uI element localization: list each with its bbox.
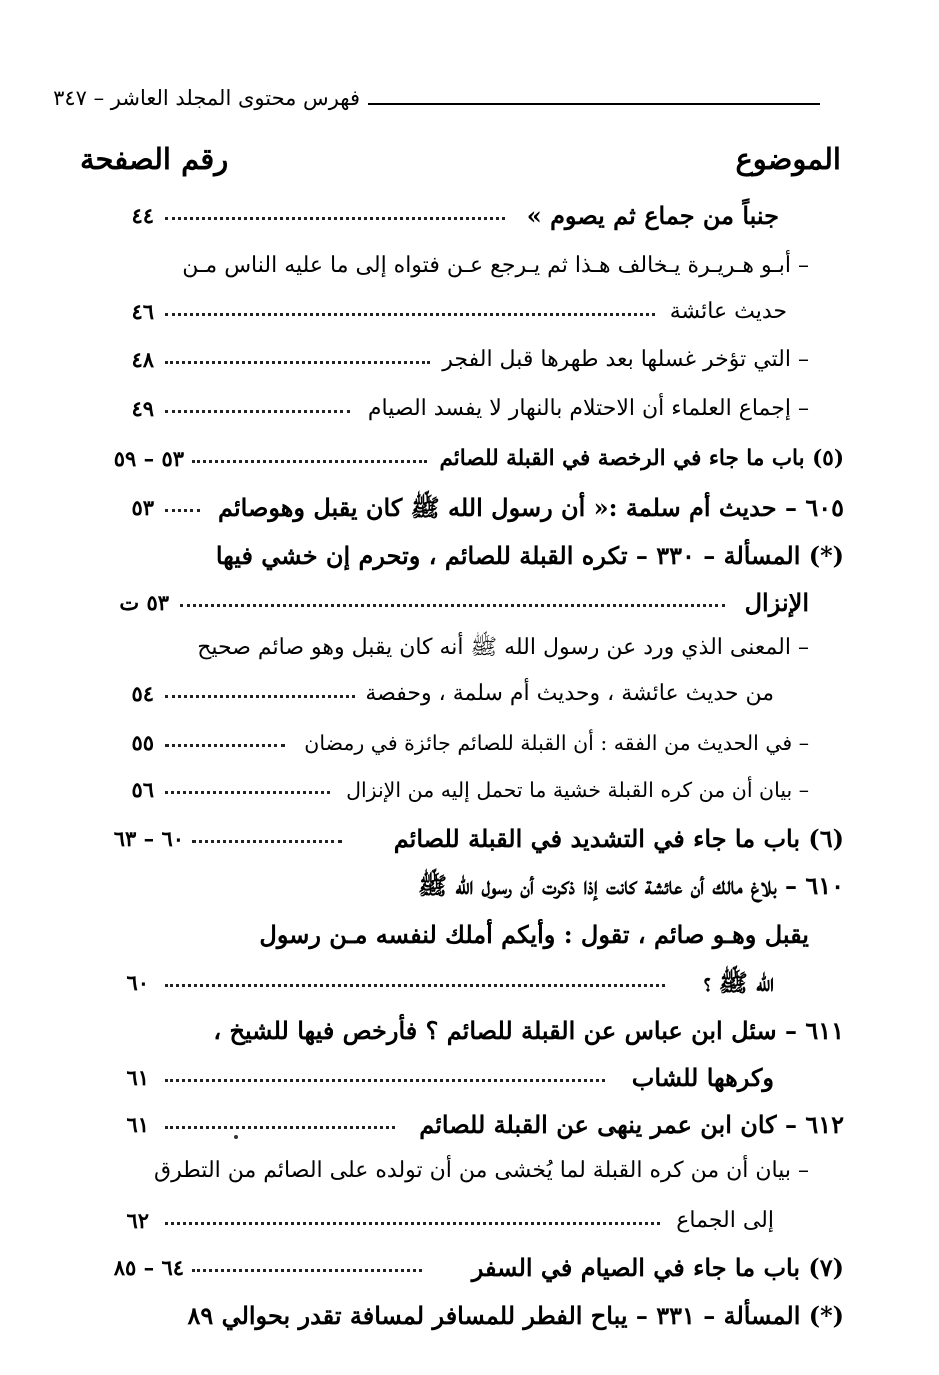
dot-leader xyxy=(165,695,355,698)
entry-title: حديث عائشة xyxy=(669,299,787,324)
toc-entry xyxy=(0,668,939,720)
page-number: ٦١ xyxy=(126,1112,149,1137)
column-heading-topic: الموضوع xyxy=(735,142,841,176)
toc-entry xyxy=(0,530,939,582)
print-speck xyxy=(234,1135,238,1139)
dot-leader xyxy=(165,217,505,220)
entry-title: – أبـو هـريـرة يـخالف هـذا ثم يـرجع عـن فتواه إلى ما عليه الناس مـن xyxy=(182,253,809,278)
toc-entry xyxy=(0,433,939,485)
dot-leader xyxy=(165,361,430,364)
toc-entry xyxy=(0,1052,939,1104)
page-number: ٥٥ xyxy=(131,730,154,755)
toc-entry xyxy=(0,1005,939,1057)
entry-title: – التي تؤخر غسلها بعد طهرها قبل الفجر xyxy=(442,347,809,372)
toc-entry xyxy=(0,622,939,674)
toc-entry xyxy=(0,482,939,534)
dot-leader xyxy=(165,1079,605,1082)
entry-title: ٦١١ – سئل ابن عباس عن القبلة للصائم ؟ فأرخص فيها للشيخ ، xyxy=(213,1016,844,1045)
dot-leader xyxy=(165,313,655,316)
toc-entry xyxy=(0,1195,939,1247)
dot-leader xyxy=(192,460,427,463)
header-rule xyxy=(368,103,820,105)
toc-entry xyxy=(0,717,939,769)
entry-title: (٦) باب ما جاء في التشديد في القبلة للصائم xyxy=(393,824,844,853)
toc-entry xyxy=(0,957,939,1009)
toc-entry xyxy=(0,240,939,292)
dot-leader xyxy=(165,1222,660,1225)
entry-title: – إجماع العلماء أن الاحتلام بالنهار لا يفسد الصيام xyxy=(367,396,809,421)
entry-title: (٧) باب ما جاء في الصيام في السفر xyxy=(471,1253,844,1282)
page-number: ٥٣ xyxy=(131,495,154,520)
page-number: ٥٣ ت xyxy=(119,590,169,615)
entry-title: جنباً من جماع ثم يصوم » xyxy=(526,201,779,230)
entry-title: – المعنى الذي ورد عن رسول الله ﷺ أنه كان يقبل وهو صائم صحيح xyxy=(197,635,809,660)
page-number: ٦٢ xyxy=(126,1208,149,1233)
page-number: ٦٤ – ٨٥ xyxy=(113,1255,184,1280)
toc-entry xyxy=(0,1242,939,1294)
column-heading-page: رقم الصفحة xyxy=(80,142,229,176)
toc-entry xyxy=(0,1290,939,1342)
dot-leader xyxy=(165,984,665,987)
page-number: ٥٦ xyxy=(131,777,154,802)
dot-leader xyxy=(180,604,725,607)
entry-title: (*) المسألة – ٣٣١ – يباح الفطر للمسافر لمسافة تقدر بحوالي ٨٩ xyxy=(187,1301,844,1330)
dot-leader xyxy=(165,744,285,747)
toc-entry xyxy=(0,860,939,912)
page-number: ٦٠ – ٦٣ xyxy=(113,826,184,851)
page-number: ٤٨ xyxy=(131,347,154,372)
entry-title: ٦١٢ – كان ابن عمر ينهى عن القبلة للصائم xyxy=(419,1110,844,1139)
entry-title: – في الحديث من الفقه : أن القبلة للصائم جائزة في رمضان xyxy=(304,731,809,755)
toc-entry xyxy=(0,1099,939,1151)
entry-title: ٦٠٥ – حديث أم سلمة :« أن رسول الله ﷺ كان يقبل وهوصائم xyxy=(217,493,844,522)
toc-entry xyxy=(0,764,939,816)
entry-title: (٥) باب ما جاء في الرخصة في القبلة للصائم xyxy=(439,446,844,471)
toc-entry xyxy=(0,383,939,435)
page-number: ٦١ xyxy=(126,1065,149,1090)
toc-entry xyxy=(0,1145,939,1197)
dot-leader xyxy=(165,410,350,413)
page-number: ٥٤ xyxy=(131,681,154,706)
toc-entry xyxy=(0,286,939,338)
page-number: ٥٣ – ٥٩ xyxy=(113,446,184,471)
entry-title: الله ﷺ ؟ xyxy=(703,968,774,997)
toc-entry xyxy=(0,813,939,865)
dot-leader xyxy=(165,509,200,512)
dot-leader xyxy=(192,1269,422,1272)
entry-title: (*) المسألة – ٣٣٠ – تكره القبلة للصائم ، وتحرم إن خشي فيها xyxy=(215,541,844,570)
toc-entry xyxy=(0,190,939,242)
entry-title: – بيان أن من كره القبلة لما يُخشى من أن تولده على الصائم من التطرق xyxy=(154,1158,809,1183)
dot-leader xyxy=(165,791,330,794)
entry-title: وكرهها للشاب xyxy=(631,1063,774,1092)
entry-title: من حديث عائشة ، وحديث أم سلمة ، وحفصة xyxy=(365,681,774,706)
running-header: فهرس محتوى المجلد العاشر – ٣٤٧ xyxy=(53,86,360,110)
page-number: ٤٦ xyxy=(131,299,154,324)
page-number: ٤٤ xyxy=(131,203,154,228)
page-number: ٤٩ xyxy=(131,396,154,421)
toc-entry xyxy=(0,909,939,961)
entry-title: إلى الجماع xyxy=(676,1208,774,1233)
page-number: ٦٠ xyxy=(126,970,149,995)
entry-title: ٦١٠ – بلاغ مالك أن عائشة كانت إذا ذكرت أن رسول الله ﷺ xyxy=(418,871,844,900)
entry-title: يقبل وهـو صائم ، تقول : وأيكم أملك لنفسه مـن رسول xyxy=(259,920,809,949)
entry-title: الإنزال xyxy=(744,588,809,617)
entry-title: – بيان أن من كره القبلة خشية ما تحمل إليه من الإنزال xyxy=(346,778,809,802)
dot-leader xyxy=(165,1126,395,1129)
toc-entry xyxy=(0,334,939,386)
dot-leader xyxy=(192,840,342,843)
